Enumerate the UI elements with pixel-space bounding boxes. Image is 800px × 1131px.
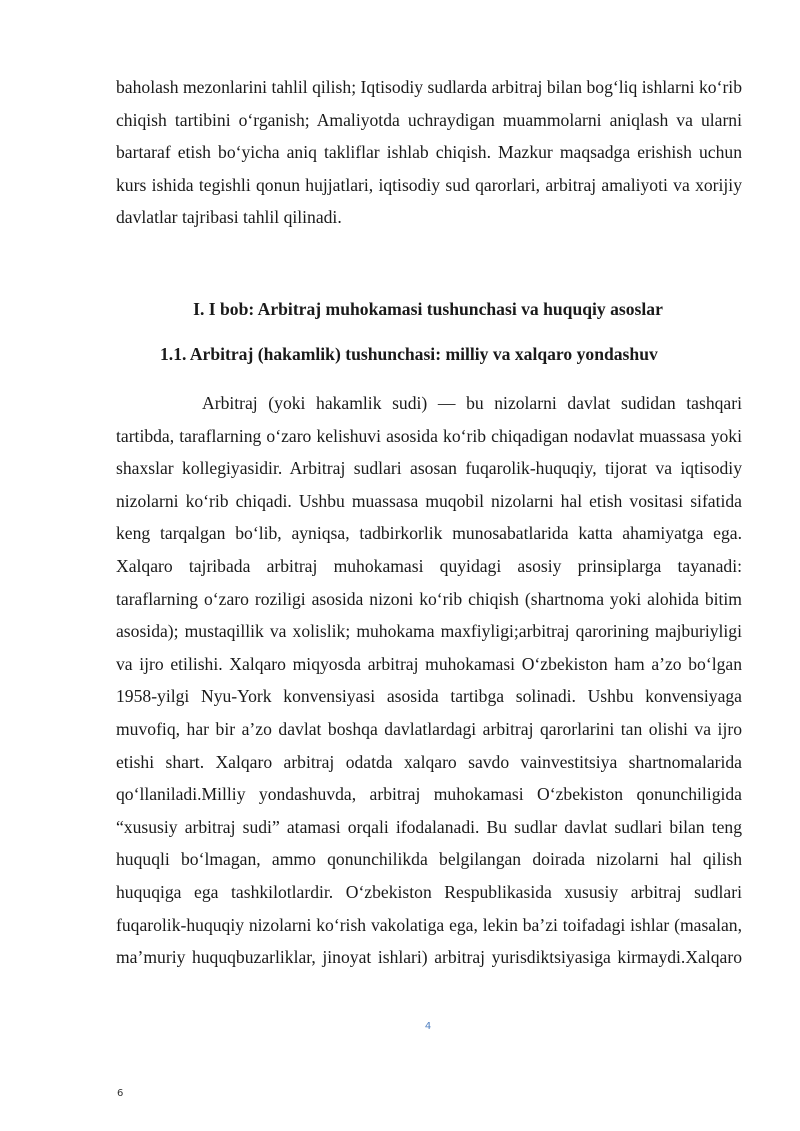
- chapter-heading: I. I bob: Arbitraj muhokamasi tushunchasi va huquqiy asoslar: [193, 299, 663, 319]
- footer-number: 6: [117, 1088, 124, 1099]
- paragraph-top: baholash mezonlarini tahlil qilish; Iqtisodiy sudlarda arbitraj bilan bog‘liq ishlarni ko‘rib chiqish tartibini o‘rganish; Amaliyotda uchraydigan muammolarni aniqlash va ularni bartaraf etish bo‘yicha aniq takliflar ishlab chiqish. Mazkur maqsadga erishish uchun kurs ishida tegishli qonun hujjatlari, iqtisodiy sud qarorlari, arbitraj amaliyoti va xorijiy davlatlar tajribasi tahlil qilinadi.: [116, 77, 742, 228]
- paragraph-main-text: Arbitraj (yoki hakamlik sudi) — bu nizolarni davlat sudidan tashqari tartibda, taraflarning o‘zaro kelishuvi asosida ko‘rib chiqadigan nodavlat muassasa yoki shaxslar kollegiyasidir. Arbitraj sudlari asosan fuqarolik-huquqiy, tijorat va iqtisodiy nizolarni ko‘rib chiqadi. Ushbu muassasa muqobil nizolarni hal etish vositasi sifatida keng tarqalgan bo‘lib, ayniqsa, tadbirkorlik munosabatlarida katta ahamiyatga ega. Xalqaro tajribada arbitraj muhokamasi quyidagi asosiy prinsiplarga tayanadi: taraflarning o‘zaro roziligi asosida nizoni ko‘rib chiqish (shartnoma yoki alohida bitim asosida); mustaqillik va xolislik; muhokama maxfiyligi;arbitraj qarorining majburiyligi va ijro etilishi. Xalqaro miqyosda arbitraj muhokamasi O‘zbekiston ham a’zo bo‘lgan 1958-yilgi Nyu-York konvensiyasi asosida tartibga solinadi. Ushbu konvensiyaga muvofiq, har bir a’zo davlat boshqa davlatlardagi arbitraj qarorlarini tan olishi va ijro etishi shart. Xalqaro arbitraj odatda xalqaro savdo vainvestitsiya shartnomalarida qo‘llaniladi.Milliy yondashuvda, arbitraj muhokamasi O‘zbekiston qonunchiligida “xususiy arbitraj sudi” atamasi orqali ifodalanadi. Bu sudlar davlat sudlari bilan teng huquqli bo‘lmagan, ammo qonunchilikda belgilangan doirada nizolarni hal qilish huquqiga ega tashkilotlardir. O‘zbekiston Respublikasida xususiy arbitraj sudlari fuqarolik-huquqiy nizolarni ko‘rish vakolatiga ega, lekin ba’zi toifadagi ishlar (masalan, ma’muriy huquqbuzarliklar, jinoyat ishlari) arbitraj yurisdiktsiyasiga kirmaydi.Xalqaro: [116, 393, 742, 968]
- page-number: 4: [424, 1021, 432, 1032]
- paragraph-main: [116, 387, 742, 974]
- section-heading: 1.1. Arbitraj (hakamlik) tushunchasi: milliy va xalqaro yondashuv: [160, 344, 658, 364]
